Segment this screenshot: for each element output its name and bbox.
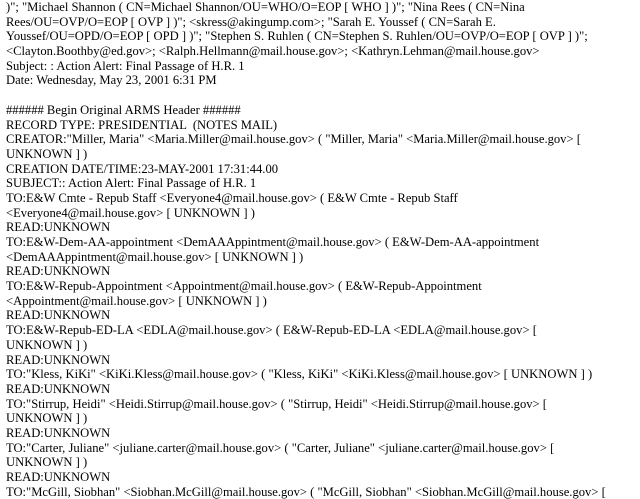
to-line: TO:"Kless, KiKi" <KiKi.Kless@mail.house.gov> ( "Kless, KiKi" <KiKi.Kless@mail.house.gov> [ UNKNOWN ] )	[6, 367, 593, 382]
to-line: UNKNOWN ] )	[6, 455, 88, 470]
record-type-line: RECORD TYPE: PRESIDENTIAL (NOTES MAIL)	[6, 117, 278, 132]
recipient-header-block	[6, 0, 634, 88]
subject-line: SUBJECT:: Action Alert: Final Passage of H.R. 1	[6, 176, 257, 191]
to-line: TO:E&W-Dem-AA-appointment <DemAAAppintment@mail.house.gov> ( E&W-Dem-AA-appointment	[6, 235, 540, 249]
creator-line: CREATOR:"Miller, Maria" <Maria.Miller@mail.house.gov> ( "Miller, Maria" <Maria.Miller@mail.house.gov> [	[6, 132, 581, 147]
read-status-line: READ:UNKNOWN	[6, 264, 111, 279]
to-line: <Appointment@mail.house.gov> [ UNKNOWN ] )	[6, 293, 267, 308]
to-line: <Everyone4@mail.house.gov> [ UNKNOWN ] )	[6, 205, 255, 220]
creator-line: UNKNOWN ] )	[6, 146, 88, 161]
blank-line	[6, 88, 634, 103]
to-line: TO:E&W-Repub-ED-LA <EDLA@mail.house.gov> ( E&W-Repub-ED-LA <EDLA@mail.house.gov> [	[6, 323, 537, 338]
to-line: TO:E&W-Repub-Appointment <Appointment@mail.house.gov> ( E&W-Repub-Appointment	[6, 279, 482, 294]
recipient-line: <Clayton.Boothby@ed.gov>; <Ralph.Hellmann@mail.house.gov>; <Kathryn.Lehman@mail.house.gov>	[6, 44, 540, 59]
arms-header-title: ###### Begin Original ARMS Header ######	[6, 102, 241, 117]
to-line: TO:"Carter, Juliane" <juliane.carter@mail.house.gov> ( "Carter, Juliane" <juliane.carter@mail.house.gov> [	[6, 440, 555, 455]
recipient-line: )"; "Michael Shannon ( CN=Michael Shannon/OU=WHO/O=EOP [ WHO ] )"; "Nina Rees ( CN=Nina	[6, 0, 525, 14]
read-status-line: READ:UNKNOWN	[6, 220, 111, 235]
date-line: Date: Wednesday, May 23, 2001 6:31 PM	[6, 73, 217, 88]
arms-header-block	[6, 103, 634, 499]
read-status-line: READ:UNKNOWN	[6, 470, 111, 484]
read-status-line: READ:UNKNOWN	[6, 308, 111, 323]
to-line: TO:E&W Cmte - Repub Staff <Everyone4@mail.house.gov> ( E&W Cmte - Repub Staff	[6, 190, 458, 205]
to-line: <DemAAAppintment@mail.house.gov> [ UNKNOWN ] )	[6, 249, 304, 264]
to-line: UNKNOWN ] )	[6, 337, 88, 352]
to-line: UNKNOWN ] )	[6, 411, 88, 426]
read-status-line: READ:UNKNOWN	[6, 381, 111, 396]
read-status-line: READ:UNKNOWN	[6, 425, 111, 440]
recipient-line: Youssef/OU=OPD/O=EOP [ OPD ] )"; "Stephen S. Ruhlen ( CN=Stephen S. Ruhlen/OU=OVP/O=EOP [ OVP ] )";	[6, 29, 588, 44]
subject-line: Subject: : Action Alert: Final Passage of H.R. 1	[6, 58, 245, 73]
to-line: TO:"McGill, Siobhan" <Siobhan.McGill@mail.house.gov> ( "McGill, Siobhan" <Siobhan.McGill@mail.house.gov> [	[6, 484, 606, 499]
recipient-line: Rees/OU=OVP/O=EOP [ OVP ] )"; <skress@akingump.com>; "Sarah E. Youssef ( CN=Sarah E.	[6, 14, 496, 29]
to-line: TO:"Stirrup, Heidi" <Heidi.Stirrup@mail.house.gov> ( "Stirrup, Heidi" <Heidi.Stirrup@mail.house.gov> [	[6, 396, 548, 411]
creation-date-line: CREATION DATE/TIME:23-MAY-2001 17:31:44.00	[6, 161, 279, 176]
read-status-line: READ:UNKNOWN	[6, 352, 111, 367]
